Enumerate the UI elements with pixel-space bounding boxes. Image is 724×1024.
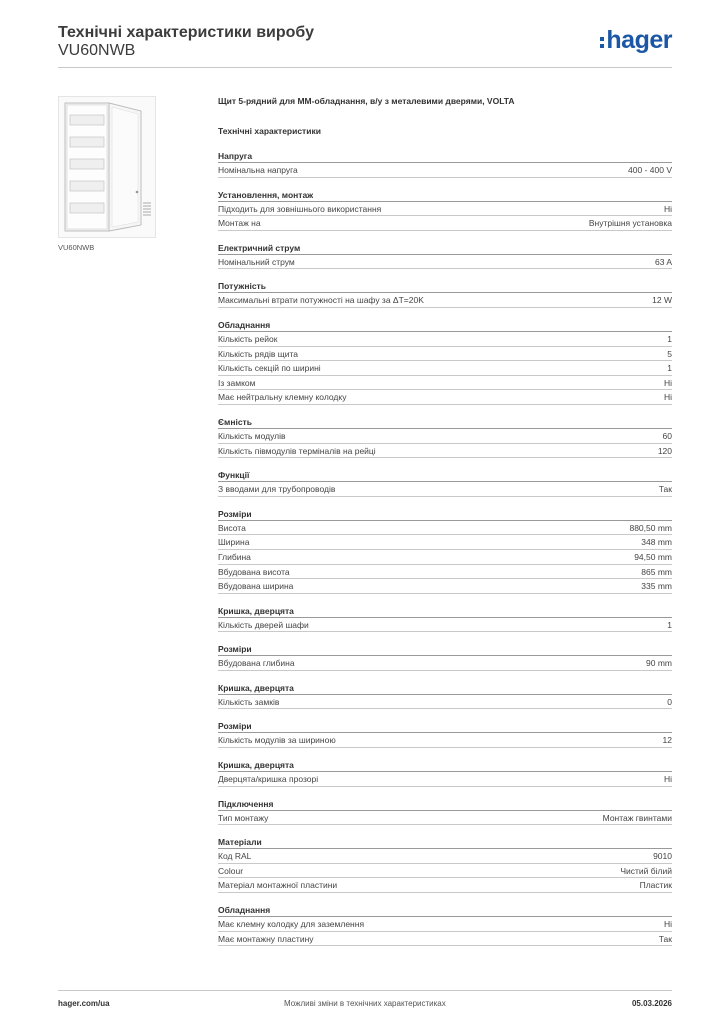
- spec-label: Глибина: [218, 551, 251, 562]
- spec-label: Висота: [218, 522, 246, 533]
- spec-section: [218, 681, 672, 710]
- spec-row: [218, 163, 672, 178]
- spec-row: [218, 656, 672, 671]
- section-title: Матеріали: [218, 835, 672, 849]
- footer-date: 05.03.2026: [631, 999, 672, 1008]
- spec-row: [218, 361, 672, 376]
- spec-value: Так: [658, 484, 672, 495]
- section-title: Напруга: [218, 149, 672, 163]
- spec-row: [218, 390, 672, 405]
- spec-heading: Технічні характеристики: [218, 126, 321, 136]
- spec-label: Кількість дверей шафи: [218, 619, 309, 630]
- spec-value: 865 mm: [641, 566, 672, 577]
- spec-label: Має монтажну пластину: [218, 933, 314, 944]
- footer-disclaimer: Можливі зміни в технічних характеристиках: [284, 999, 446, 1008]
- spec-value: Ні: [663, 203, 672, 214]
- spec-section: [218, 468, 672, 497]
- spec-value: Чистий білий: [620, 865, 672, 876]
- spec-section: [218, 279, 672, 308]
- section-title: Ємність: [218, 415, 672, 429]
- product-description: Щит 5-рядний для ММ-обладнання, в/у з металевими дверями, VOLTA: [218, 96, 515, 106]
- hager-logo: [600, 28, 672, 53]
- section-title: Обладнання: [218, 903, 672, 917]
- spec-value: 1: [667, 333, 672, 344]
- section-title: Установлення, монтаж: [218, 188, 672, 202]
- spec-label: Має клемну колодку для заземлення: [218, 919, 365, 930]
- spec-label: Код RAL: [218, 851, 252, 862]
- spec-value: 5: [667, 348, 672, 359]
- logo-dots-icon: [600, 37, 604, 48]
- section-title: Потужність: [218, 279, 672, 293]
- distribution-board-icon: [59, 97, 155, 237]
- spec-row: [218, 332, 672, 347]
- spec-row: [218, 878, 672, 893]
- spec-section: [218, 903, 672, 946]
- spec-label: Дверцята/кришка прозорі: [218, 774, 319, 785]
- section-title: Електричний струм: [218, 241, 672, 255]
- spec-section: [218, 241, 672, 270]
- spec-value: 880,50 mm: [629, 522, 672, 533]
- spec-label: Номінальна напруга: [218, 165, 298, 175]
- spec-row: [218, 565, 672, 580]
- spec-label: Із замком: [218, 377, 256, 388]
- spec-value: Ні: [663, 774, 672, 785]
- spec-label: Colour: [218, 865, 244, 876]
- section-title: Кришка, дверцята: [218, 604, 672, 618]
- spec-label: Кількість модулів: [218, 430, 286, 441]
- spec-row: [218, 482, 672, 497]
- spec-row: [218, 579, 672, 594]
- spec-row: [218, 772, 672, 787]
- spec-label: Кількість рядів щита: [218, 348, 298, 359]
- section-title: Розміри: [218, 507, 672, 521]
- footer-website[interactable]: hager.com/ua: [58, 999, 110, 1008]
- section-title: Обладнання: [218, 318, 672, 332]
- spec-value: 12 W: [652, 295, 672, 306]
- spec-value: 9010: [653, 851, 672, 862]
- spec-section: [218, 642, 672, 671]
- section-title: Функції: [218, 468, 672, 482]
- spec-row: [218, 293, 672, 308]
- spec-row: [218, 917, 672, 932]
- spec-label: Максимальні втрати потужності на шафу за ΔT=20K: [218, 295, 424, 306]
- spec-label: Ширина: [218, 537, 250, 548]
- spec-value: 120: [657, 445, 672, 456]
- spec-section: [218, 719, 672, 748]
- spec-label: Кількість рейок: [218, 333, 278, 344]
- spec-value: 0: [667, 696, 672, 707]
- spec-label: Кількість замків: [218, 696, 280, 707]
- spec-row: [218, 429, 672, 444]
- spec-row: [218, 255, 672, 270]
- spec-value: 400 - 400 V: [628, 165, 672, 175]
- spec-label: Підходить для зовнішнього використання: [218, 203, 382, 214]
- spec-section: [218, 507, 672, 594]
- spec-value: Ні: [663, 377, 672, 388]
- spec-row: [218, 618, 672, 633]
- spec-label: З вводами для трубопроводів: [218, 484, 336, 495]
- spec-value: 1: [667, 363, 672, 374]
- spec-section: [218, 604, 672, 633]
- spec-label: Вбудована глибина: [218, 658, 295, 669]
- spec-value: 63 A: [654, 256, 672, 267]
- section-title: Розміри: [218, 642, 672, 656]
- page-title: Технічні характеристики виробу: [58, 24, 314, 41]
- spec-label: Кількість модулів за шириною: [218, 735, 336, 746]
- spec-row: [218, 695, 672, 710]
- spec-row: [218, 202, 672, 217]
- section-title: Розміри: [218, 719, 672, 733]
- spec-row: [218, 811, 672, 826]
- spec-value: 94,50 mm: [634, 551, 672, 562]
- spec-section: [218, 318, 672, 405]
- spec-label: Номінальний струм: [218, 256, 295, 267]
- spec-label: Матеріал монтажної пластини: [218, 880, 338, 891]
- spec-section: [218, 758, 672, 787]
- spec-value: Монтаж гвинтами: [602, 812, 672, 823]
- page-footer: [58, 990, 672, 1012]
- page-header: [58, 24, 672, 68]
- logo-text: hager: [606, 26, 672, 54]
- spec-value: 60: [662, 430, 672, 441]
- spec-row: [218, 550, 672, 565]
- spec-section: [218, 149, 672, 178]
- spec-row: [218, 932, 672, 947]
- product-image: [58, 96, 156, 238]
- spec-label: Вбудована висота: [218, 566, 290, 577]
- spec-content: [218, 94, 672, 956]
- spec-row: [218, 376, 672, 391]
- spec-section: [218, 415, 672, 458]
- section-title: Кришка, дверцята: [218, 681, 672, 695]
- spec-value: 348 mm: [641, 537, 672, 548]
- spec-value: Внутрішня установка: [588, 218, 672, 229]
- spec-value: Так: [658, 933, 672, 944]
- spec-label: Кількість секцій по ширині: [218, 363, 321, 374]
- spec-label: Має нейтральну клемну колодку: [218, 392, 347, 403]
- spec-label: Вбудована ширина: [218, 581, 294, 592]
- image-caption: VU60NWB: [58, 243, 95, 252]
- spec-row: [218, 521, 672, 536]
- spec-row: [218, 444, 672, 459]
- spec-row: [218, 347, 672, 362]
- spec-label: Монтаж на: [218, 218, 261, 229]
- spec-label: Тип монтажу: [218, 812, 269, 823]
- spec-row: [218, 849, 672, 864]
- spec-value: 90 mm: [646, 658, 672, 669]
- spec-section: [218, 188, 672, 231]
- spec-row: [218, 216, 672, 231]
- spec-value: Ні: [663, 919, 672, 930]
- spec-row: [218, 864, 672, 879]
- product-code: VU60NWB: [58, 42, 136, 59]
- spec-section: [218, 797, 672, 826]
- section-title: Кришка, дверцята: [218, 758, 672, 772]
- spec-row: [218, 733, 672, 748]
- section-title: Підключення: [218, 797, 672, 811]
- spec-value: 1: [667, 619, 672, 630]
- spec-section: [218, 835, 672, 893]
- spec-value: Пластик: [639, 880, 672, 891]
- spec-value: Ні: [663, 392, 672, 403]
- spec-value: 335 mm: [641, 581, 672, 592]
- spec-sections: [218, 149, 672, 946]
- spec-label: Кількість півмодулів терміналів на рейці: [218, 445, 376, 456]
- spec-value: 12: [662, 735, 672, 746]
- spec-row: [218, 535, 672, 550]
